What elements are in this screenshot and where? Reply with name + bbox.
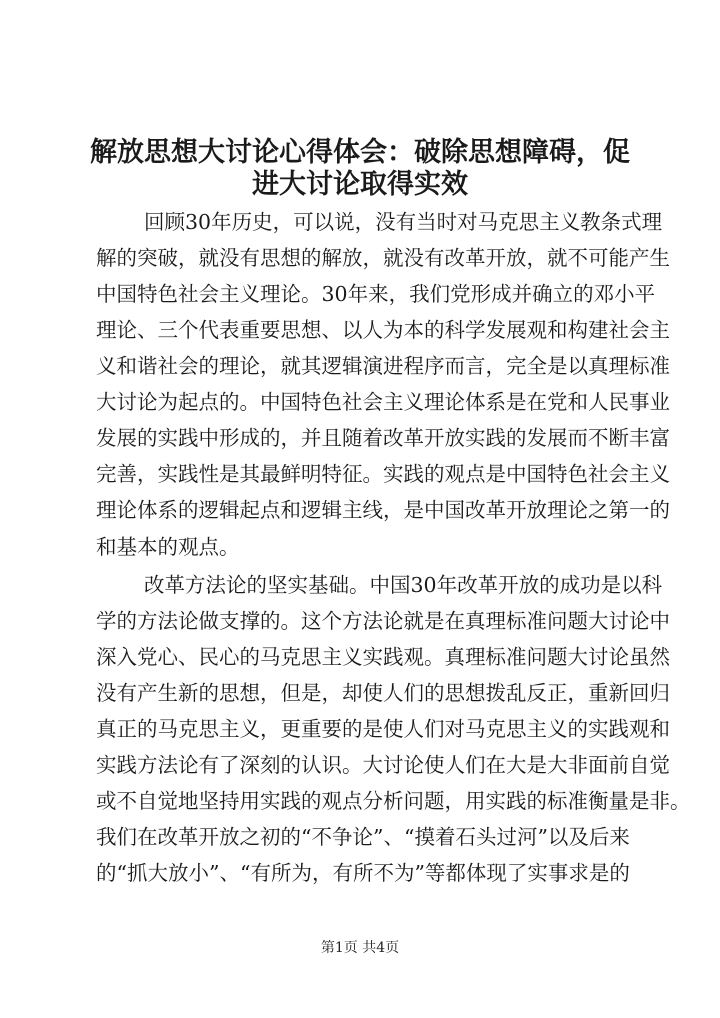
text-line: 改革方法论的坚实基础。中国30年改革开放的成功是以科 [144, 573, 663, 597]
title-line-1: 解放思想大讨论心得体会：破除思想障碍，促 [90, 137, 630, 168]
text-line: 或不自觉地坚持用实践的观点分析问题，用实践的标准衡量是非。 [96, 789, 691, 813]
text-line: 没有产生新的思想，但是，却使人们的思想拨乱反正，重新回归 [96, 681, 670, 705]
text-line: 回顾30年历史，可以说，没有当时对马克思主义教条式理 [144, 210, 663, 234]
text-line: 大讨论为起点的。中国特色社会主义理论体系是在党和人民事业 [96, 390, 670, 414]
text-line: 学的方法论做支撑的。这个方法论就是在真理标准问题大讨论中 [96, 609, 670, 633]
text-line: 理论、三个代表重要思想、以人为本的科学发展观和构建社会主 [96, 318, 670, 342]
text-line: 深入党心、民心的马克思主义实践观。真理标准问题大讨论虽然 [96, 645, 670, 669]
text-line: 中国特色社会主义理论。30年来，我们党形成并确立的邓小平 [96, 282, 656, 306]
text-line: 完善，实践性是其最鲜明特征。实践的观点是中国特色社会主义 [96, 462, 670, 486]
page-number-footer: 第1页 共4页 [320, 940, 400, 956]
text-line: 和基本的观点。 [96, 535, 240, 559]
title-line-2: 进大讨论取得实效 [252, 169, 468, 200]
text-line: 发展的实践中形成的，并且随着改革开放实践的发展而不断丰富 [96, 426, 670, 450]
text-line: 解的突破，就没有思想的解放，就没有改革开放，就不可能产生 [96, 246, 670, 270]
text-line: 真正的马克思主义，更重要的是使人们对马克思主义的实践观和 [96, 717, 670, 741]
text-line: 义和谐社会的理论，就其逻辑演进程序而言，完全是以真理标准 [96, 354, 670, 378]
text-line: 理论体系的逻辑起点和逻辑主线，是中国改革开放理论之第一的 [96, 498, 670, 522]
text-line: 实践方法论有了深刻的认识。大讨论使人们在大是大非面前自觉 [96, 753, 670, 777]
text-line: 的“抓大放小”、“有所为，有所不为”等都体现了实事求是的 [96, 861, 630, 885]
text-line: 我们在改革开放之初的“不争论”、“摸着石头过河”以及后来 [96, 825, 630, 849]
